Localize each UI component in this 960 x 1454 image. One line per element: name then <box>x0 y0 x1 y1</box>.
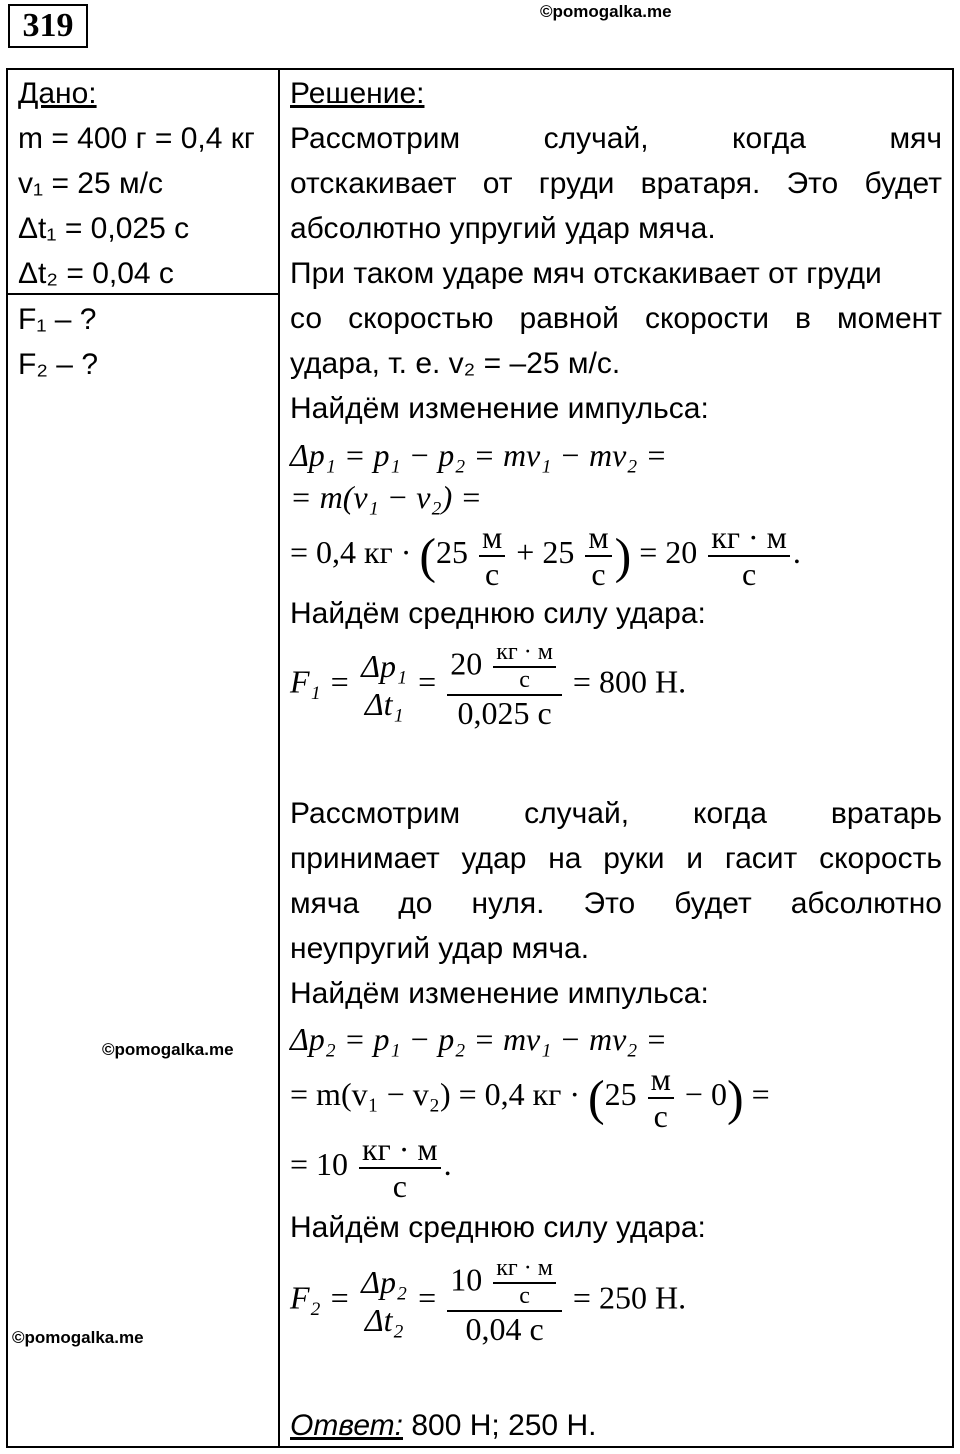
find-force-1: F₁ – ? <box>18 303 97 336</box>
case1-line-6: удара, т. е. v₂ = –25 м/с. <box>290 347 621 380</box>
case1-line-4: При таком ударе мяч отскакивает от груди <box>290 257 882 290</box>
given-time-2: Δt₂ = 0,04 с <box>18 257 174 290</box>
momentum2-formula-line-2: = m(v₁ − v₂) = 0,4 кг · (25 м с − 0) = <box>290 1061 770 1134</box>
given-velocity: v₁ = 25 м/с <box>18 167 163 200</box>
given-find-divider <box>6 293 279 295</box>
given-time-1: Δt₁ = 0,025 с <box>18 212 190 245</box>
case1-line-1: Рассмотрим случай, когда мяч <box>290 122 942 155</box>
answer-label: Ответ: <box>290 1409 403 1442</box>
watermark-bottom: ©pomogalka.me <box>12 1328 144 1347</box>
find-force-heading-1: Найдём среднюю силу удара: <box>290 597 706 630</box>
solution-title: Решение: <box>290 77 425 110</box>
column-divider <box>278 68 280 1448</box>
given-title: Дано: <box>18 77 97 110</box>
watermark-middle: ©pomogalka.me <box>102 1040 234 1059</box>
force2-formula: F₂ = Δp₂ Δt₂ = 10 кг · м с 0,04 с = 250 Н. <box>290 1255 687 1347</box>
momentum2-formula-line-3: = 10 кг · м с . <box>290 1131 452 1204</box>
force1-formula: F₁ = Δp₁ Δt₁ = 20 кг · м с 0,025 с = 800 Н. <box>290 639 687 731</box>
momentum1-formula-line-3: = 0,4 кг · (25 м с + 25 м с ) = 20 кг · м с . <box>290 519 801 592</box>
case2-line-4: неупругий удар мяча. <box>290 932 590 965</box>
find-momentum-heading-2: Найдём изменение импульса: <box>290 977 709 1010</box>
find-momentum-heading-1: Найдём изменение импульса: <box>290 392 709 425</box>
case1-line-5: со скоростью равной скорости в момент <box>290 302 942 335</box>
momentum1-formula-line-1: Δp₁ = p₁ − p₂ = mv₁ − mv₂ = <box>290 437 667 473</box>
find-force-2: F₂ – ? <box>18 348 99 381</box>
case2-line-2: принимает удар на руки и гасит скорость <box>290 842 942 875</box>
answer-value: 800 Н; 250 Н. <box>411 1409 597 1442</box>
case2-line-1: Рассмотрим случай, когда вратарь <box>290 797 942 830</box>
momentum2-formula-line-1: Δp₂ = p₁ − p₂ = mv₁ − mv₂ = <box>290 1021 667 1057</box>
problem-number: 319 <box>8 4 88 48</box>
case1-line-3: абсолютно упругий удар мяча. <box>290 212 716 245</box>
momentum1-formula-line-2: = m(v₁ − v₂) = <box>290 479 482 515</box>
answer <box>290 1408 596 1444</box>
given-mass: m = 400 г = 0,4 кг <box>18 122 255 155</box>
case2-line-3: мяча до нуля. Это будет абсолютно <box>290 887 942 920</box>
watermark-top: ©pomogalka.me <box>540 2 672 21</box>
case1-line-2: отскакивает от груди вратаря. Это будет <box>290 167 942 200</box>
find-force-heading-2: Найдём среднюю силу удара: <box>290 1211 706 1244</box>
